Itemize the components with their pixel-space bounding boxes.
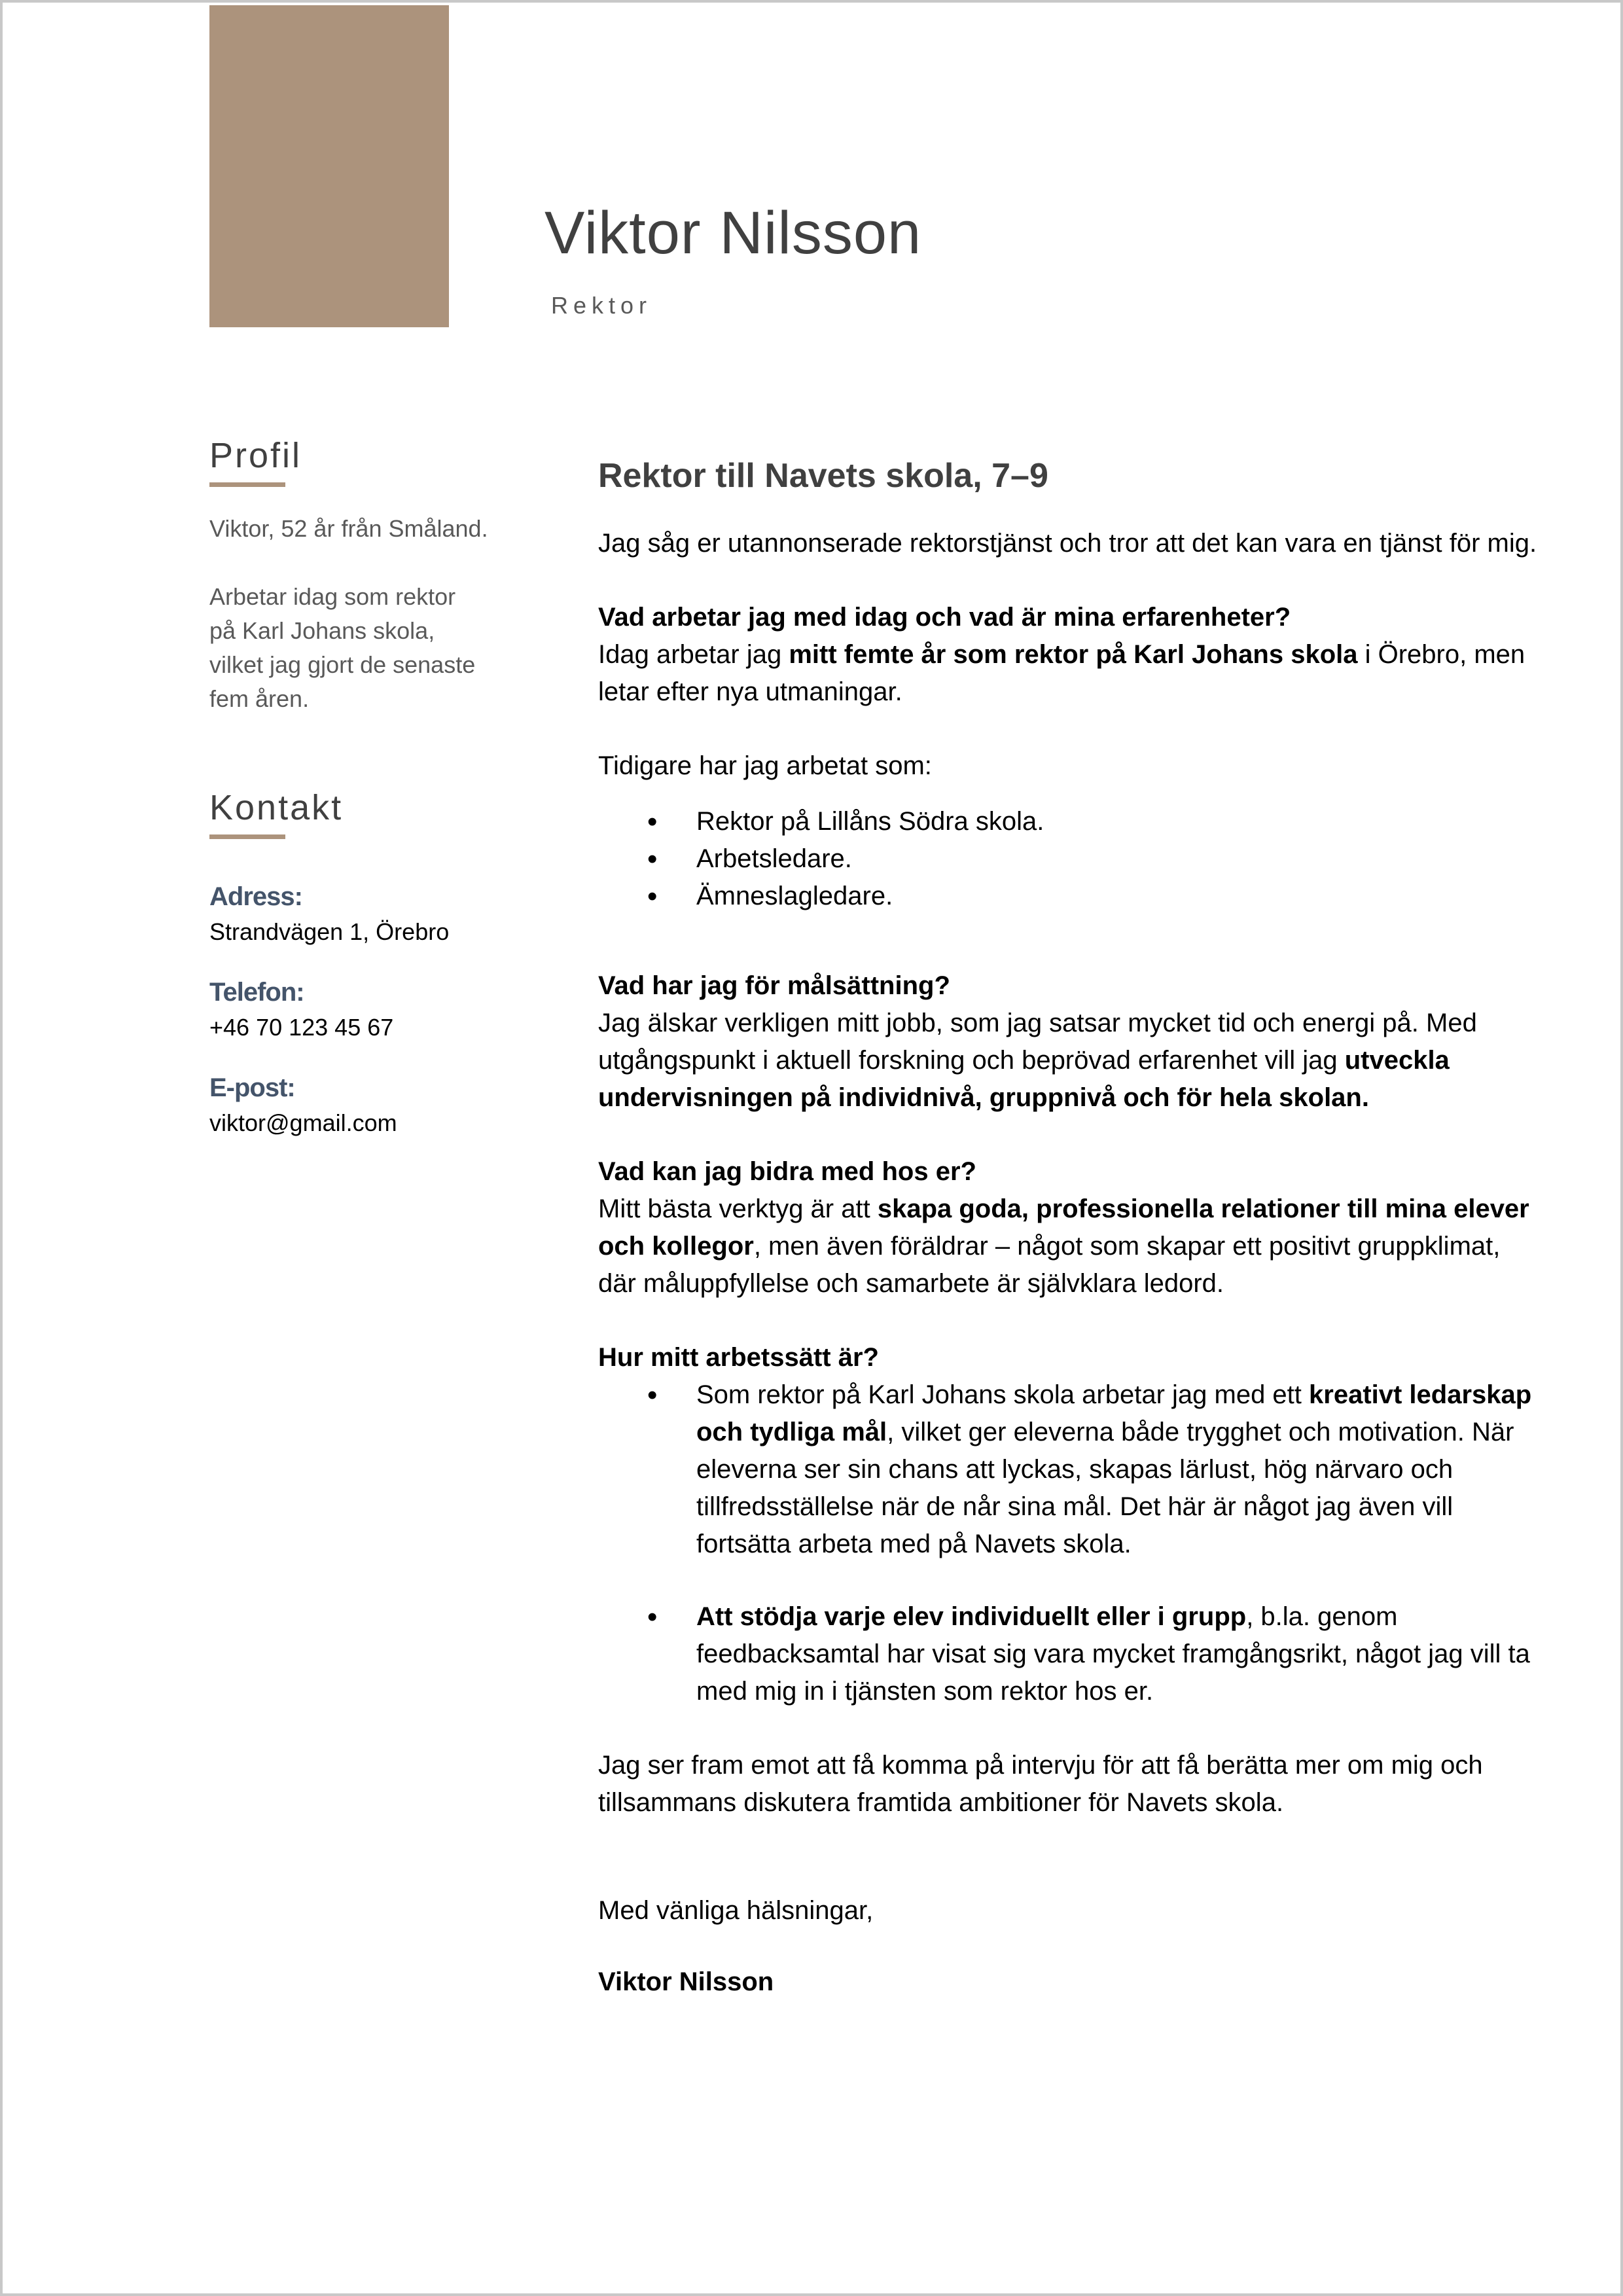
address-label: Adress: <box>209 882 302 911</box>
text-span: , vilket ger eleverna både trygghet och motivation. När eleverna ser sin chans att lyckas, skapas lärlust, hög närvaro och tillfredsställelse när de når sina mål. Det här är något jag även vill fortsätta arbeta med på Navets skola. <box>696 1418 1514 1558</box>
profile-line: Arbetar idag som rektor <box>209 583 456 610</box>
signature: Viktor Nilsson <box>598 1967 774 1996</box>
last-name: Nilsson <box>719 200 922 266</box>
contact-heading-rule <box>209 834 285 839</box>
contact-section <box>209 787 524 1140</box>
text-span: Mitt bästa verktyg är att <box>598 1194 878 1223</box>
bold-span: Att stödja varje elev individuellt eller i grupp <box>696 1602 1247 1631</box>
experience-paragraph <box>598 636 1541 711</box>
closing-paragraph: Jag ser fram emot att få komma på intervju för att få berätta mer om mig och tillsammans diskutera framtida ambitioner för Navets skola. <box>598 1751 1483 1817</box>
list-item: • Rektor på Lillåns Södra skola. <box>598 803 1541 840</box>
previous-roles-list <box>598 803 1541 915</box>
previous-roles-intro: Tidigare har jag arbetat som: <box>598 751 932 780</box>
phone-label: Telefon: <box>209 977 304 1007</box>
bold-span: utveckla undervisningen på individnivå, gruppnivå och för hela skolan. <box>598 1046 1450 1112</box>
question-experience: Vad arbetar jag med idag och vad är mina erfarenheter? <box>598 603 1291 632</box>
text-span: i Örebro, men letar efter nya utmaningar. <box>598 640 1525 706</box>
intro-paragraph: Jag såg er utannonserade rektorstjänst och tror att det kan vara en tjänst för mig. <box>598 529 1537 558</box>
letter-title: Rektor till Navets skola, 7–9 <box>598 457 1048 495</box>
profile-line: fem åren. <box>209 685 310 712</box>
profile-line: på Karl Johans skola, <box>209 617 435 644</box>
list-item: • Ämneslagledare. <box>598 878 1541 915</box>
question-goals: Vad har jag för målsättning? <box>598 971 950 1000</box>
bold-span: skapa goda, professionella relationer till mina elever och kollegor <box>598 1194 1529 1261</box>
text-span: Jag älskar verkligen mitt jobb, som jag satsar mycket tid och energi på. Med utgångspunkt i aktuell forskning och beprövad erfarenhet vill jag <box>598 1009 1477 1075</box>
first-name: Viktor <box>544 200 702 266</box>
text-span: , men även föräldrar – något som skapar ett positivt gruppklimat, där måluppfyllelse och samarbete är självklara ledord. <box>598 1232 1501 1298</box>
profile-heading: Profil <box>209 436 302 475</box>
list-item: • Arbetsledare. <box>598 840 1541 878</box>
question-work-method: Hur mitt arbetssätt är? <box>598 1343 879 1372</box>
contribution-paragraph <box>598 1191 1541 1302</box>
sidebar <box>209 435 524 1140</box>
bold-span: mitt femte år som rektor på Karl Johans skola <box>789 640 1358 669</box>
profile-text-2 <box>209 580 524 716</box>
goals-paragraph <box>598 1005 1541 1117</box>
applicant-name <box>544 199 921 268</box>
profile-text-1: Viktor, 52 år från Småland. <box>209 514 488 542</box>
contact-heading: Kontakt <box>209 787 344 827</box>
greeting: Med vänliga hälsningar, <box>598 1896 874 1925</box>
question-contribution: Vad kan jag bidra med hos er? <box>598 1157 976 1186</box>
phone-value: +46 70 123 45 67 <box>209 1013 394 1041</box>
job-title: Rektor <box>551 292 652 319</box>
profile-heading-rule <box>209 482 285 487</box>
profile-line: vilket jag gjort de senaste <box>209 651 476 678</box>
photo-placeholder <box>209 5 449 327</box>
cover-letter <box>598 453 1541 2001</box>
text-span: , b.la. genom feedbacksamtal har visat sig vara mycket framgångsrikt, något jag vill ta med mig in i tjänsten som rektor hos er. <box>696 1602 1530 1706</box>
email-value: viktor@gmail.com <box>209 1109 397 1136</box>
address-value: Strandvägen 1, Örebro <box>209 918 450 945</box>
work-method-list <box>598 1376 1541 1710</box>
text-span: Idag arbetar jag <box>598 640 789 669</box>
email-label: E-post: <box>209 1073 295 1102</box>
bold-span: kreativt ledarskap och tydliga mål <box>696 1380 1532 1446</box>
list-item <box>598 1598 1541 1710</box>
text-span: Som rektor på Karl Johans skola arbetar jag med ett <box>696 1380 1310 1409</box>
list-item <box>598 1376 1541 1563</box>
